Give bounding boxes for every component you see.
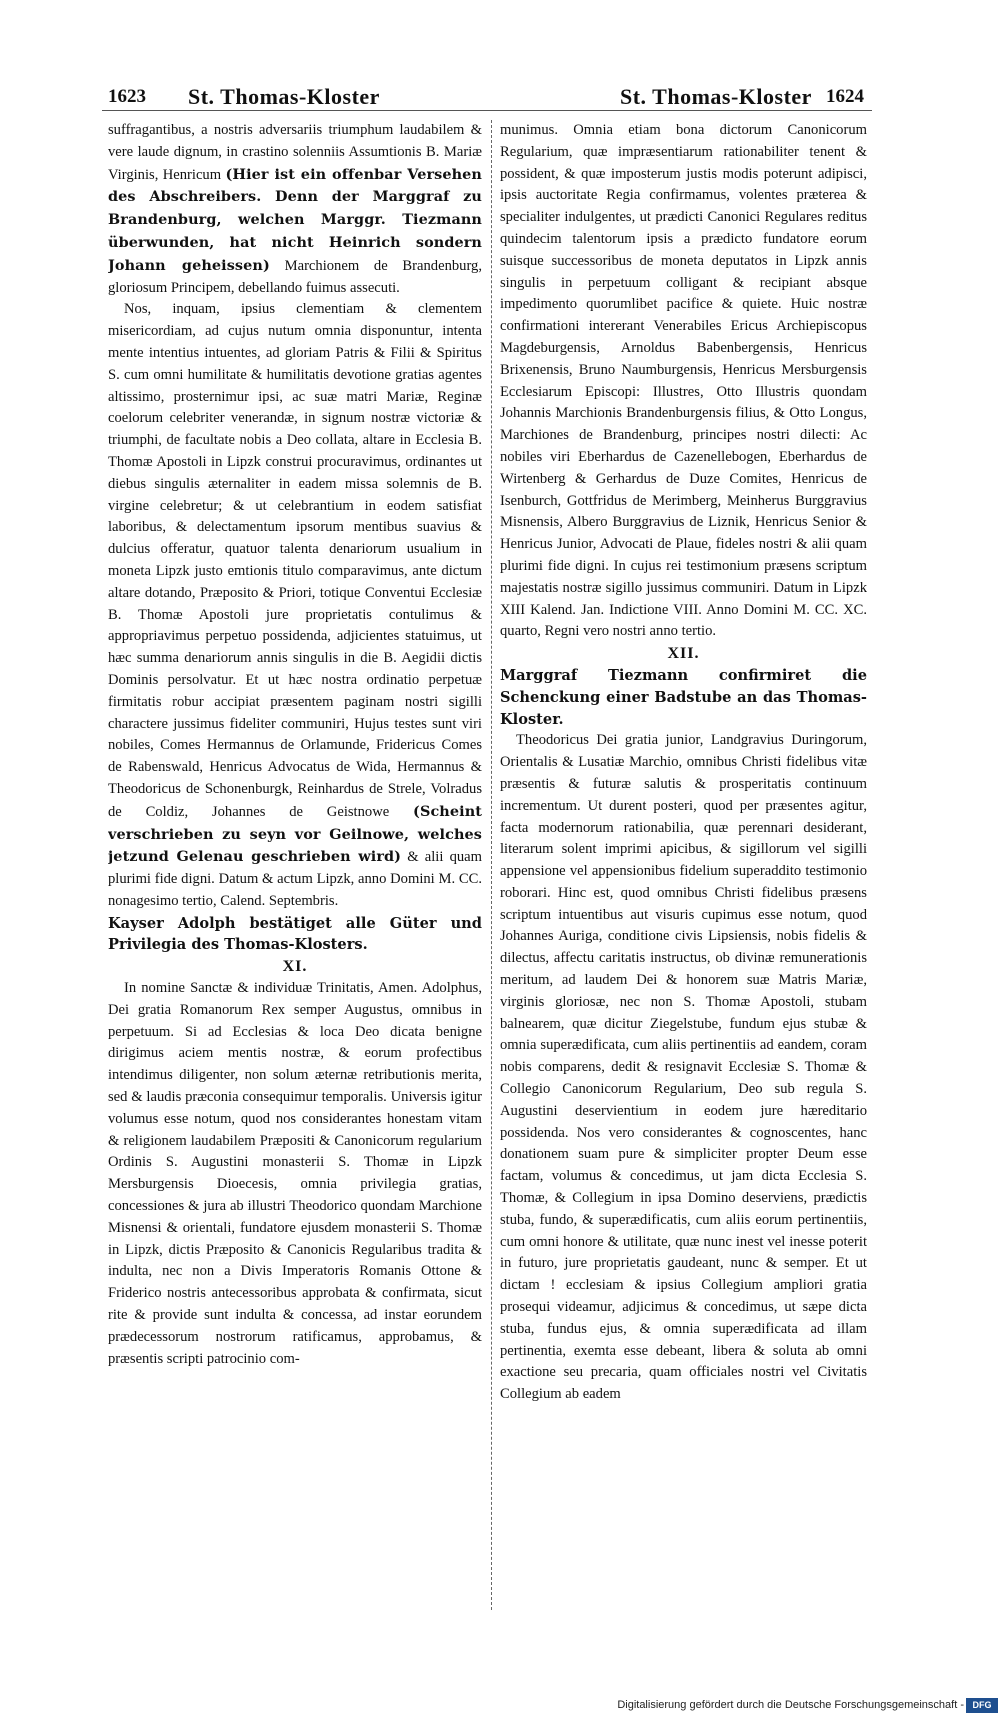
- left-running-title: St. Thomas-Kloster: [188, 84, 380, 109]
- left-paragraph-3: In nomine Sanctæ & individuæ Trinitatis, Amen. Adolphus, Dei gratia Romanorum Rex semper Augustus, omnibus in perpetuum. Si ad Ecclesias & loca Deo dicata benigne dirigimus aciem mentis nostræ, & eorum profectibus intendimus diligenter, non solum æternæ retributionis merita, sed & laudis præconia consequimur temporalis. Universis igitur volumus esse notum, quod nos considerantes honestam vitam & religionem laudabilem Præpositi & Canonicorum regularium Ordinis S. Augustini monasterii S. Thomæ in Lipzk Mersburgensis Dioecesis, omnia privilegia gratias, concessiones & jura ab illustri Theodorico quondam Marchione Misnensi & orientali, fundatore ejusdem monasterii S. Thomæ in Lipzk, dictis Præposito & Canonicis Regularibus tradita & indulta, nec non a Divis Imperatoris Romanis Ottone & Friderico nostris antecessoribus approbata & confirmata, sicut rite & provide sunt indulta & concessa, ad instar eorundem prædecessorum nostrorum ratificamus, approbamus, & præsentis scripti patrocinio com-: [108, 980, 482, 1367]
- left-p2-german-note: (Scheint verschrieben zu seyn vor Geilnowe, welches jetzund Gelenau geschrieben wird): [108, 802, 482, 866]
- left-page-number: 1623: [108, 86, 146, 107]
- left-section-number: XI.: [282, 958, 308, 976]
- footer-credit-text: Digitalisierung gefördert durch die Deutsche Forschungsgemeinschaft -: [617, 1699, 964, 1711]
- left-p1-text-a: suffragantibus, a nostris adversariis triumphum laudabilem & vere laude dignum, in crastino solenniis Assumtionis B. Mariæ Virginis, Henricum: [108, 122, 482, 183]
- left-p1-text-b: Marchionem de Brandenburg, gloriosum Principem, debellando fuimus assecuti.: [108, 257, 482, 296]
- right-paragraph-2: Theodoricus Dei gratia junior, Landgravius Duringorum, Orientalis & Lusatiæ Marchio, omnibus Christi fidelibus vitæ præsentis & futuræ salutis & prosperitatis continuum incrementum. Ut durent posteri, quod per præsentes agitur, facta modernorum rationabilia, quæ perennari desiderant, literarum solent imprimi apicibus, & sigillorum vel sigilli appensione vel appensionibus fidelium superaddito testimonio roborari. Hinc est, quod omnibus Christi fidelibus præsens scriptum intuentibus aut visuris cupimus esse notum, quod Johannes Auriga, conditione civis Lipsiensis, nobis fidelis & dilectus, affectu caritatis instructus, ob divinæ remunerationis meritum, ad laudem Dei & honorem suæ Matris Mariæ, virginis gloriosæ, nec non S. Thomæ Apostoli, stubam balnearem, quæ dicitur Ziegelstube, fundum ejus stubæ & omnia superædificata, cum aliis pertinentiis ad eandem, coram nobis comparens, dedit & resignavit Ecclesiæ S. Thomæ & Collegio Canonicorum Regularium, Deo sub regula S. Augustini deservientium in eodem jure hæreditario possidenda. Nos vero considerantes & cognoscentes, hanc donationem suam pure & simpliciter propter Deum esse factam, volumus & concedimus, ut jam dicta Ecclesia S. Thomæ, & Collegium in ipsa Domino deserviens, prædictis stuba, fundo, & superædificatis, cum aliis eorum pertinentiis, cum omni honore & utilitate, quæ nunc inest vel inesse poterit in futuro, jure proprietatis gaudeant, nunc & semper. Et ut dictam ! ecclesiam & ipsius Collegium ampliori gratia prosequi videamur, adjicimus & concedimus, ut sæpe dicta stuba, fundus ejus, & omnia superædificata ad illam pertinentia, exemta esse debeant, libera & soluta ab omni exactione seu precaria, quam officiales nostri vel Civitatis Collegium ab eadem: [500, 732, 867, 1403]
- right-section-number: XII.: [667, 645, 700, 663]
- right-column: [500, 120, 867, 1630]
- left-section-heading: Kayser Adolph bestätiget alle Güter und Privilegia des Thomas-Klosters.: [108, 914, 482, 954]
- left-paragraph-1: [108, 120, 482, 299]
- right-paragraph-1: munimus. Omnia etiam bona dictorum Canonicorum Regularium, quæ impræsentiarum rationabiliter tenent & possident, & quæ imposterum justis modis poterunt adipisci, ipsis auctoritate Regia confirmamus, volentes præterea & specialiter indulgentes, ut prædicti Canonici Regulares reditus quindecim talentorum ipsis a prædicto fundatore eorum suisque successoribus de moneta deputatos in Lipzk annis singulis in perpetuum colligant & recipiant absque impedimento quorumlibet pacifice & quiete. Huic nostræ confirmationi intererant Venerabiles Ericus Archiepiscopus Magdeburgensis, Arnoldus Babenbergensis, Henricus Brixenensis, Bruno Naumburgensis, Henricus Mersburgensis Ecclesiarum Episcopi: Illustres, Otto Illustris quondam Johannis Marchionis Brandenburgensis filius, & Otto Longus, Marchiones de Brandenburg, principes nostri dilecti: Ac nobiles viri Eberhardus de Cazenellebogen, Eberhardus de Wirtenberg & Gerhardus de Duze Comites, Henricus de Isenburch, Gottfridus de Merimberg, Meinherus Burggravius Misnensis, Albero Burggravius de Liznik, Henricus Senior & Henricus Junior, Advocati de Plaue, fideles nostri & alii quam plurimi fide digni. In cujus rei testimonium præsens scriptum majestatis nostræ sigillo jussimus communiri. Datum in Lipzk XIII Kalend. Jan. Indictione VIII. Anno Domini M. CC. XC. quarto, Regni vero nostri anno tertio.: [500, 122, 867, 640]
- header-rule: [102, 110, 872, 111]
- left-p2-text-b: & alii quam plurimi fide digni. Datum & actum Lipzk, anno Domini M. CC. nonagesimo tertio, Calend. Septembris.: [108, 849, 482, 909]
- digitization-footer: [617, 1696, 1000, 1715]
- dfg-logo: DFG: [966, 1698, 998, 1713]
- left-paragraph-2: [108, 299, 482, 912]
- right-running-title: St. Thomas-Kloster: [620, 84, 812, 109]
- column-divider: [491, 120, 492, 1610]
- right-section-heading: Marggraf Tiezmann confirmiret die Schenckung einer Badstube an das Thomas-Kloster.: [500, 666, 867, 728]
- left-p2-text: Nos, inquam, ipsius clementiam & clementem misericordiam, ad cujus nutum omnia disponuntur, intenta mente intentius intuentes, ad gloriam Patris & Filii & Spiritus S. cum omni humilitate & humilitatis devotione gratias agentes altissimo, prosternimur ipsi, ac suæ matri Mariæ, Reginæ coelorum celebriter venerandæ, in signum nostræ victoriæ & triumphi, de facultate nobis a Deo collata, altare in Ecclesia B. Thomæ Apostoli in Lipzk construi procuravimus, ordinantes ut diebus singulis æternaliter in eadem missa solemnis de B. virgine celebretur; & ut celebrantium in eodem satisfiat laboribus, & delectamentum ipsorum mentibus suavius & dulcius offeratur, quatuor talenta denariorum usualium in moneta Lipzk justo emtionis titulo comparavimus, ante dictum altare dotando, Præposito & Priori, totique Conventui Ecclesiæ B. Thomæ Apostoli jure proprietatis contulimus & appropriavimus perpetuo possidenda, adjicientes statuimus, ut hæc summa denariorum annis singulis in die B. Aegidii dictis Dominis persolvatur. Et ut hæc nostra ordinatio perpetuæ firmitatis robur accipiat præsentem paginam nostri sigilli charactere jussimus fideliter communiri, Hujus testes sunt viri nobiles, Comes Hermannus de Orlamunde, Fridericus Comes de Rabenswald, Henricus Advocatus de Wida, Hermannus & Theodoricus de Schonenburgk, Reinhardus de Strele, Volradus de Coldiz, Johannes de Geistnowe: [108, 301, 482, 820]
- left-p1-german-note: (Hier ist ein offenbar Versehen des Abschreibers. Denn der Marggraf zu Brandenburg, welchen Marggr. Tiezmann überwunden, hat nicht Heinrich sondern Johann geheissen): [108, 165, 482, 274]
- left-column: [108, 120, 482, 1600]
- right-page-number: 1624: [826, 86, 864, 107]
